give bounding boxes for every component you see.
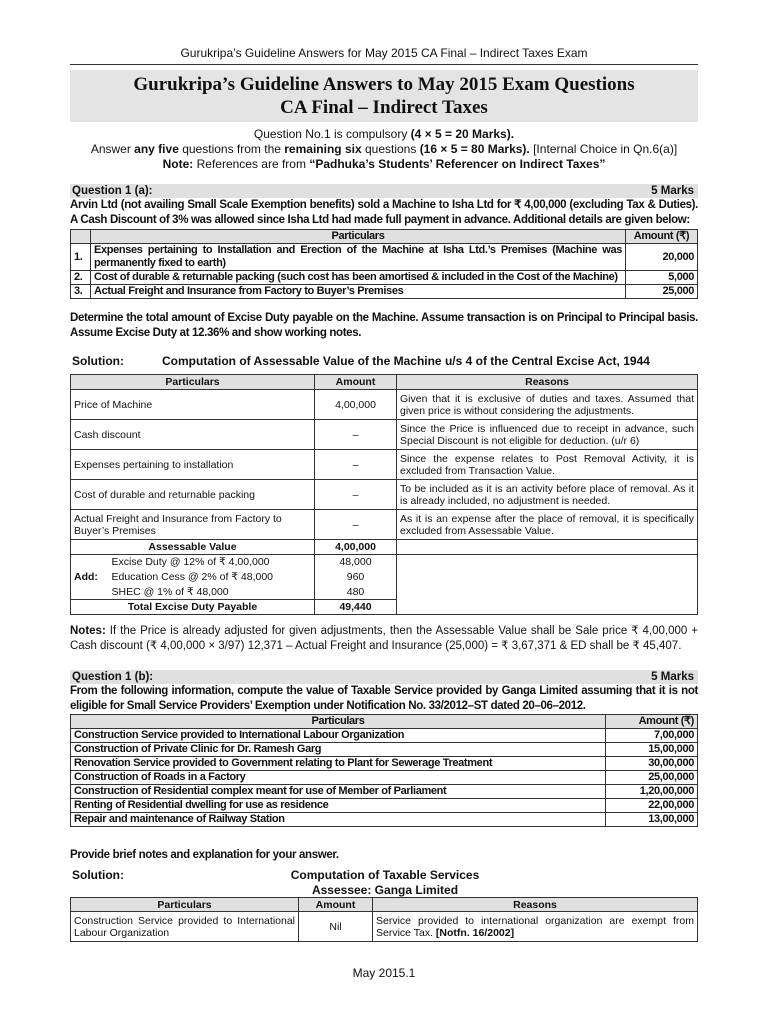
title-line-2: CA Final – Indirect Taxes	[280, 97, 488, 118]
column-header: Particulars	[71, 375, 315, 390]
table-row	[71, 785, 698, 799]
row-number: 3.	[71, 285, 91, 299]
question-marks: 5 Marks	[651, 671, 694, 683]
row-reason: Since the expense relates to Post Removal Activity, it is excluded from Transaction Value.	[397, 450, 698, 480]
row-amount: 25,00,000	[606, 771, 698, 785]
question-marks: 5 Marks	[651, 185, 694, 197]
assessable-value-amount: 4,00,000	[315, 540, 397, 555]
row-amount: 15,00,000	[606, 743, 698, 757]
reference-title: “Padhuka’s Students’ Referencer on Indirect Taxes”	[309, 157, 606, 171]
instruction-text: [Internal Choice in Qn.6(a)]	[529, 142, 678, 156]
table-corner-cell	[71, 230, 91, 244]
row-amount: 480	[315, 585, 397, 600]
row-amount: 4,00,000	[315, 390, 397, 420]
column-header: Reasons	[397, 375, 698, 390]
header-rule	[70, 64, 698, 65]
row-particulars: Cash discount	[71, 420, 315, 450]
column-header: Particulars	[71, 898, 299, 912]
title-banner	[70, 70, 698, 122]
row-amount: Nil	[299, 912, 373, 942]
row-amount: 48,000	[315, 555, 397, 570]
question-1a-table	[70, 229, 698, 299]
column-header: Amount (₹)	[606, 715, 698, 729]
notes-label: Notes:	[70, 625, 106, 637]
solution-title: Computation of Assessable Value of the Machine u/s 4 of the Central Excise Act, 1944	[162, 354, 650, 368]
column-header: Amount	[315, 375, 397, 390]
total-label: Total Excise Duty Payable	[71, 600, 315, 615]
page-footer: May 2015.1	[352, 966, 416, 980]
table-row	[71, 244, 698, 271]
table-row	[71, 771, 698, 785]
table-row	[71, 729, 698, 743]
solution-label: Solution:	[72, 868, 124, 882]
instruction-marks: (16 × 5 = 80 Marks).	[419, 142, 530, 156]
column-header: Particulars	[71, 715, 606, 729]
row-particulars: Construction Service provided to International Labour Organization	[71, 912, 299, 942]
row-amount: 20,000	[626, 244, 698, 271]
title-line-1: Gurukripa’s Guideline Answers to May 2015 Exam Questions	[133, 74, 635, 95]
instruction-emphasis: remaining six	[284, 142, 362, 156]
row-number: 2.	[71, 271, 91, 285]
question-1b-instruction: Provide brief notes and explanation for your answer.	[70, 849, 339, 861]
row-amount: 1,20,00,000	[606, 785, 698, 799]
column-header: Particulars	[91, 230, 626, 244]
note-label: Note:	[162, 157, 194, 171]
table-row	[71, 743, 698, 757]
question-1b-header	[70, 670, 698, 684]
table-row	[71, 420, 698, 450]
row-particulars: Renting of Residential dwelling for use as residence	[71, 799, 606, 813]
table-row	[71, 450, 698, 480]
notification-reference: [Notfn. 16/2002]	[435, 926, 515, 939]
question-1a-task: Determine the total amount of Excise Duty payable on the Machine. Assume transaction is on Principal to Principal basis. Assume Excise Duty at 12.36% and show working notes.	[70, 312, 698, 339]
table-row	[71, 390, 698, 420]
table-row	[71, 271, 698, 285]
solution-1b-table	[70, 897, 698, 942]
row-particulars: Actual Freight and Insurance from Factory to Buyer’s Premises	[71, 510, 315, 540]
question-label: Question 1 (b):	[72, 671, 154, 683]
question-label: Question 1 (a):	[72, 185, 153, 197]
row-amount: –	[315, 450, 397, 480]
row-particulars: Repair and maintenance of Railway Station	[71, 813, 606, 827]
table-row	[71, 480, 698, 510]
total-amount: 49,440	[315, 600, 397, 615]
table-row	[71, 912, 698, 942]
row-particulars: Cost of durable & returnable packing (such cost has been amortised & included in the Cost of the Machine)	[91, 271, 626, 285]
row-particulars: Construction of Residential complex meant for use of Member of Parliament	[71, 785, 606, 799]
assessable-value-label: Assessable Value	[71, 540, 315, 555]
row-amount: –	[315, 420, 397, 450]
row-amount: 5,000	[626, 271, 698, 285]
column-header: Amount (₹)	[626, 230, 698, 244]
row-particulars: Cost of durable and returnable packing	[71, 480, 315, 510]
question-1b-text: From the following information, compute the value of Taxable Service provided by Ganga Limited assuming that it is not eligible for Small Service Providers’ Exemption under Notification No. 33/2012–ST dated 20–06–2012.	[70, 685, 698, 712]
question-1b-table	[70, 714, 698, 827]
instruction-emphasis: any five	[134, 142, 179, 156]
empty-cell	[397, 555, 698, 615]
row-particulars: Expenses pertaining to installation	[71, 450, 315, 480]
instruction-line-1	[70, 127, 698, 142]
solution-label: Solution:	[72, 354, 124, 368]
instruction-text: questions from the	[178, 142, 285, 156]
reason-text: Service provided to international organization are exempt from Service Tax.	[376, 914, 694, 939]
table-row	[71, 555, 698, 570]
row-number: 1.	[71, 244, 91, 271]
row-reason: Given that it is exclusive of duties and taxes. Assumed that given price is without considering the adjustments.	[397, 390, 698, 420]
row-particulars: Construction Service provided to International Labour Organization	[71, 729, 606, 743]
row-amount: 25,000	[626, 285, 698, 299]
column-header: Amount	[299, 898, 373, 912]
table-row	[71, 510, 698, 540]
exam-instructions	[70, 127, 698, 172]
row-particulars: Price of Machine	[71, 390, 315, 420]
row-reason	[373, 912, 698, 942]
table-row	[71, 285, 698, 299]
solution-subtitle: Assessee: Ganga Limited	[311, 883, 459, 897]
row-amount: 7,00,000	[606, 729, 698, 743]
row-particulars: Education Cess @ 2% of ₹ 48,000	[109, 570, 315, 585]
row-particulars: SHEC @ 1% of ₹ 48,000	[109, 585, 315, 600]
running-header: Gurukripa’s Guideline Answers for May 2015 CA Final – Indirect Taxes Exam	[180, 46, 588, 60]
instruction-text: questions	[361, 142, 420, 156]
instruction-text: Question No.1 is compulsory	[253, 127, 411, 141]
row-amount: 13,00,000	[606, 813, 698, 827]
question-1a-header	[70, 184, 698, 198]
instruction-line-2	[70, 142, 698, 157]
row-amount: 30,00,000	[606, 757, 698, 771]
instruction-marks: (4 × 5 = 20 Marks).	[410, 127, 515, 141]
question-1a-text: Arvin Ltd (not availing Small Scale Exemption benefits) sold a Machine to Isha Ltd for ₹ 4,00,000 (excluding Tax & Duties). A Cash Discount of 3% was allowed since Isha Ltd had made full payment in advance. Additional details are given below:	[70, 199, 698, 226]
row-amount: –	[315, 510, 397, 540]
row-particulars: Expenses pertaining to Installation and Erection of the Machine at Isha Ltd.’s Premises (Machine was permanently fixed to earth)	[91, 244, 626, 271]
column-header: Reasons	[373, 898, 698, 912]
solution-title: Computation of Taxable Services	[290, 868, 480, 882]
solution-1b-heading	[70, 868, 698, 898]
row-particulars: Construction of Roads in a Factory	[71, 771, 606, 785]
row-particulars: Actual Freight and Insurance from Factory to Buyer’s Premises	[91, 285, 626, 299]
notes-text: If the Price is already adjusted for given adjustments, then the Assessable Value shall be Sale price ₹ 4,00,000 + Cash discount (₹ 4,00,000 × 3/97) 12,371 – Actual Freight and Insurance (25,000) = ₹ 3,67,371 & ED shall be ₹ 45,407.	[70, 625, 698, 652]
add-label: Add:	[71, 555, 109, 600]
solution-1a-table	[70, 374, 698, 615]
table-row	[71, 757, 698, 771]
solution-titles	[210, 868, 560, 898]
row-reason: As it is an expense after the place of removal, it is specifically excluded from Assessable Value.	[397, 510, 698, 540]
row-amount: 960	[315, 570, 397, 585]
row-reason: To be included as it is an activity before place of removal. As it is already included, no adjustment is needed.	[397, 480, 698, 510]
instruction-text: References are from	[193, 157, 310, 171]
row-particulars: Construction of Private Clinic for Dr. Ramesh Garg	[71, 743, 606, 757]
row-particulars: Excise Duty @ 12% of ₹ 4,00,000	[109, 555, 315, 570]
row-amount: 22,00,000	[606, 799, 698, 813]
row-particulars: Renovation Service provided to Government relating to Plant for Sewerage Treatment	[71, 757, 606, 771]
row-reason: Since the Price is influenced due to receipt in advance, such Special Discount is not eligible for deduction. (u/r 6)	[397, 420, 698, 450]
solution-1a-notes	[70, 624, 698, 654]
row-amount: –	[315, 480, 397, 510]
assessable-value-row	[71, 540, 698, 555]
instruction-line-3	[70, 157, 698, 172]
table-row	[71, 813, 698, 827]
instruction-text: Answer	[90, 142, 135, 156]
empty-cell	[397, 540, 698, 555]
table-row	[71, 799, 698, 813]
